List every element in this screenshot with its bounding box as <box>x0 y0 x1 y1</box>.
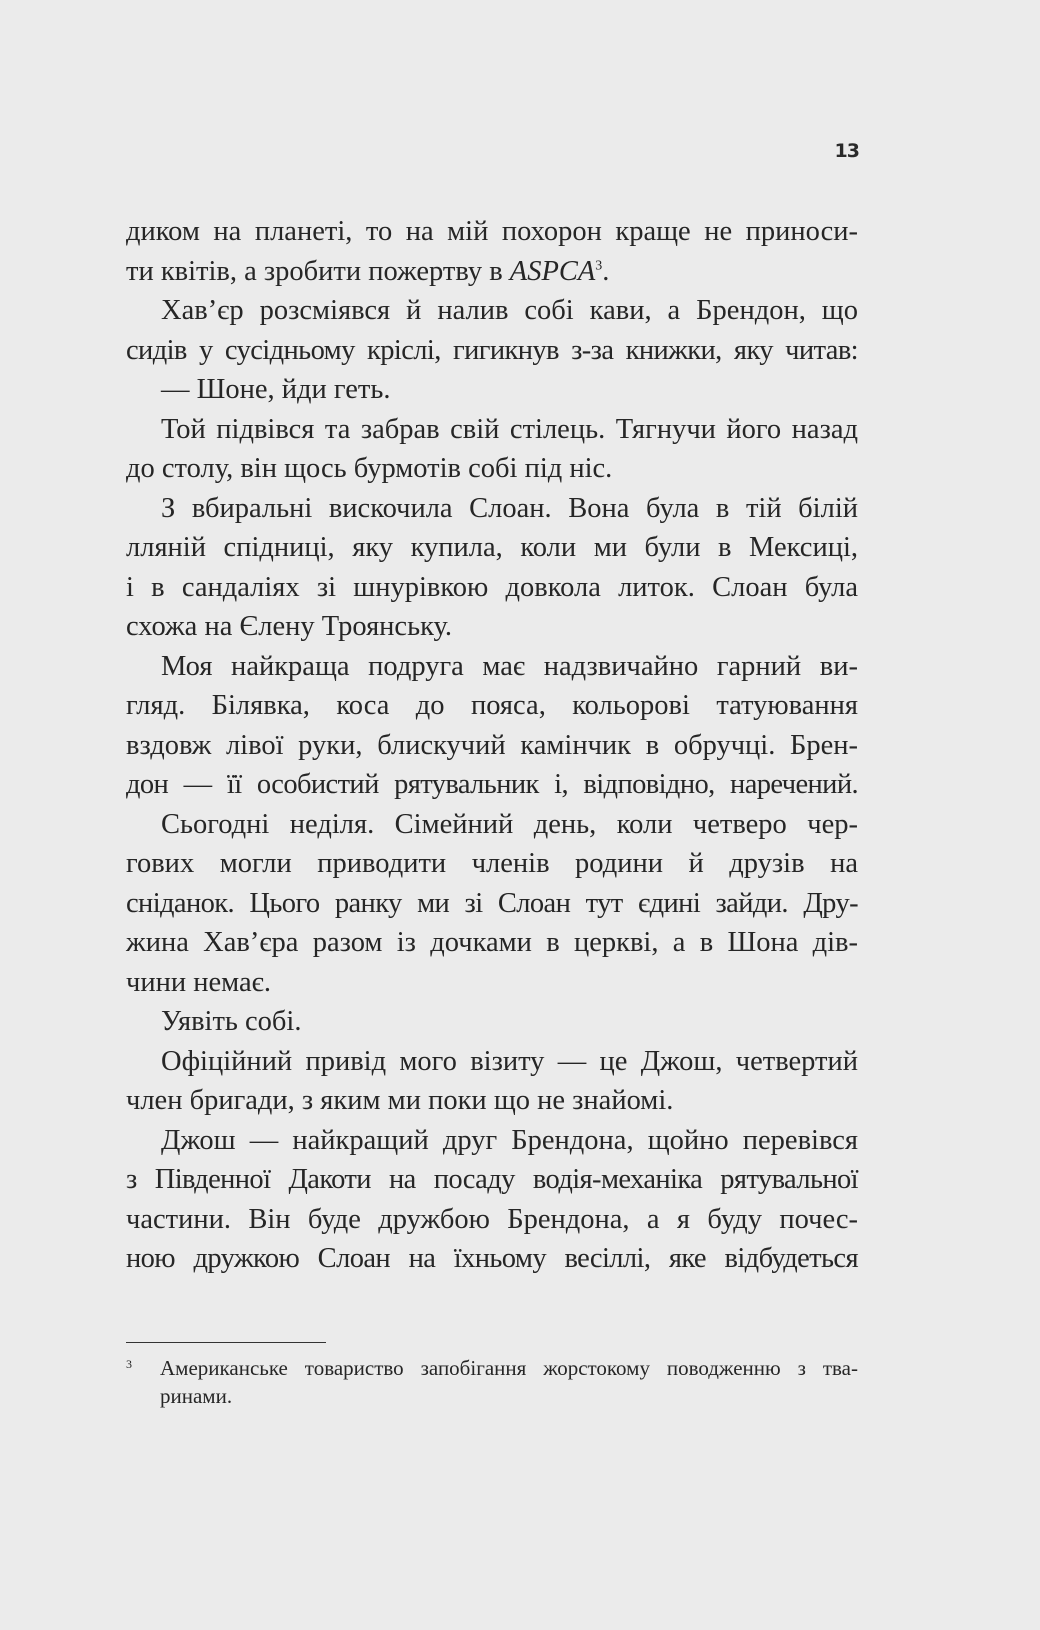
text-line: сніданок. Цього ранку ми зі Слоан тут єдині зайди. Дру- <box>126 887 858 919</box>
text-line: гових могли приводити членів родини й друзів на <box>126 848 858 879</box>
text-line: Уявіть собі. <box>161 1006 302 1037</box>
text-line: член бригади, з яким ми поки що не знайомі. <box>126 1085 674 1116</box>
text-line: — Шоне, йди геть. <box>161 374 391 405</box>
footnote-ref: 3 <box>595 258 603 273</box>
organization-abbrev: ASPCA <box>509 255 596 287</box>
text-line: Сьогодні неділя. Сімейний день, коли четверо чер- <box>161 808 858 840</box>
text-line: і в сандаліях зі шнурівкою довкола литок. Слоан була <box>126 571 858 603</box>
text-line: диком на планеті, то на мій похорон краще не приноси- <box>126 216 858 247</box>
text-line: до столу, він щось бурмотів собі під ніс. <box>126 453 613 484</box>
text-line: Джош — найкращий друг Брендона, щойно перевівся <box>161 1124 858 1156</box>
text-line: Моя найкраща подруга має надзвичайно гарний ви- <box>161 650 858 682</box>
text-line: дон — її особистий рятувальник і, відповідно, наречений. <box>126 769 858 800</box>
footnote-line: Американське товариство запобігання жорстокому поводженню з тва- <box>160 1356 858 1380</box>
text-line: Офіційний привід мого візиту — це Джош, четвертий <box>161 1045 858 1077</box>
text-line: З вбиральні вискочила Слоан. Вона була в тій білій <box>161 492 858 524</box>
footnote-mark: 3 <box>126 1357 132 1371</box>
text-line: гляд. Білявка, коса до пояса, кольорові татуювання <box>126 690 858 721</box>
text-line: сидів у сусідньому кріслі, гигикнув з-за книжки, яку читав: <box>126 334 858 366</box>
text-line: з Південної Дакоти на посаду водія-механіка рятувальної <box>126 1164 858 1195</box>
text-line: жина Хав’єра разом із дочками в церкві, а в Шона дів- <box>126 927 858 958</box>
text-line: схожа на Єлену Троянську. <box>126 611 453 642</box>
text-line: чини немає. <box>126 966 271 998</box>
text-segment: . <box>602 255 610 287</box>
footnote-divider <box>126 1342 326 1343</box>
text-line: ною дружкою Слоан на їхньому весіллі, яке відбудеться <box>126 1243 858 1274</box>
text-line: лляній спідниці, яку купила, коли ми були в Мексиці, <box>126 532 858 563</box>
footnote-line: ринами. <box>160 1384 233 1408</box>
text-line <box>126 252 858 292</box>
text-line: вздовж лівої руки, блискучий камінчик в обручці. Брен- <box>126 729 858 761</box>
text-line: Той підвівся та забрав свій стілець. Тягнучи його назад <box>161 413 858 445</box>
body-text <box>126 212 858 1279</box>
text-line: частини. Він буде дружбою Брендона, а я буду почес- <box>126 1203 858 1235</box>
page-number: 13 <box>834 140 859 162</box>
text-segment: ти квітів, а зробити пожертву в <box>126 255 510 287</box>
footnote <box>126 1354 858 1410</box>
text-line: Хав’єр розсміявся й налив собі кави, а Брендон, що <box>161 295 858 326</box>
